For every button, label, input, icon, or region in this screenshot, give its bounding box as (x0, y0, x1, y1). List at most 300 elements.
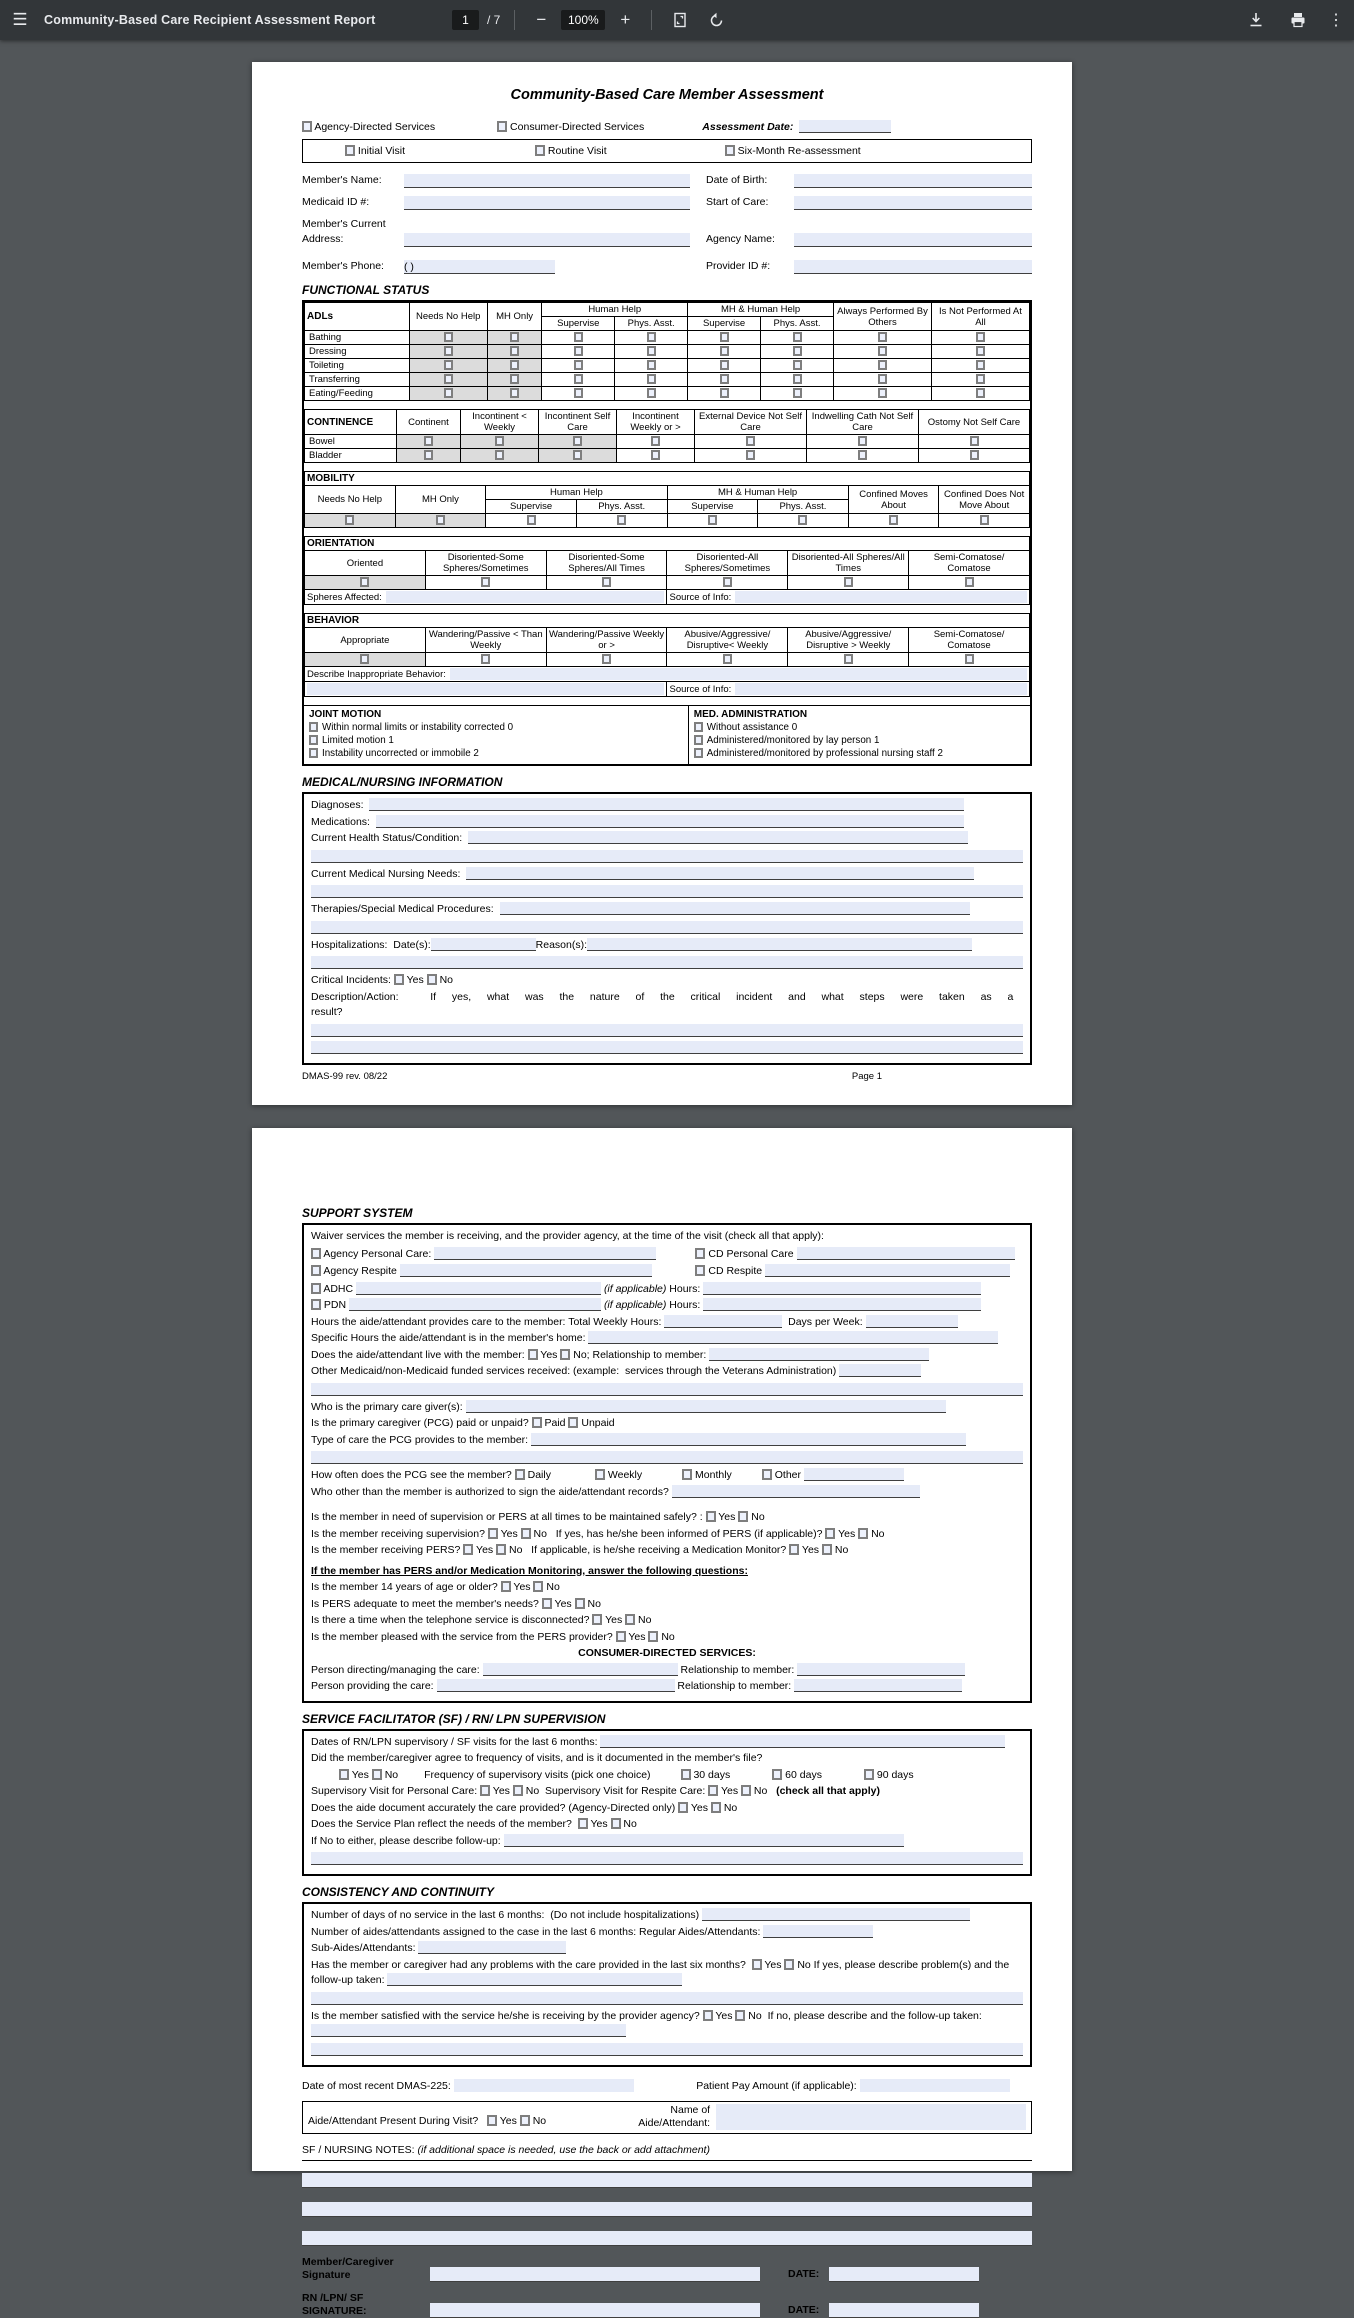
medicaid-input[interactable] (404, 196, 690, 210)
checkbox[interactable] (695, 1248, 705, 1259)
input-field[interactable] (804, 1468, 904, 1481)
checkbox[interactable] (711, 1802, 721, 1813)
provider-id-input[interactable] (794, 260, 1032, 274)
div (304, 463, 1030, 471)
checkbox[interactable] (678, 1802, 688, 1813)
checkbox[interactable] (725, 145, 735, 156)
checkbox[interactable] (694, 748, 703, 758)
start-of-care-label: Start of Care: (706, 196, 769, 208)
checkbox[interactable] (723, 577, 732, 587)
input-field[interactable] (311, 1383, 1023, 1396)
checkbox[interactable] (360, 654, 369, 664)
checkbox[interactable] (573, 436, 582, 446)
checkbox[interactable] (345, 515, 354, 525)
spheres-affected-input[interactable] (386, 591, 665, 603)
checkbox[interactable] (497, 121, 507, 132)
checkbox[interactable] (542, 1598, 552, 1609)
spheres-affected-label: Spheres Affected: (307, 592, 382, 603)
checkbox[interactable] (481, 577, 490, 587)
checkbox[interactable] (444, 374, 453, 384)
checkbox[interactable] (480, 1785, 490, 1796)
notes-input-line[interactable] (302, 2173, 1032, 2188)
checkbox[interactable] (858, 1528, 868, 1539)
label-text: Medications: (311, 815, 376, 828)
checkbox[interactable] (575, 1598, 585, 1609)
checkbox[interactable] (309, 722, 318, 732)
checkbox[interactable] (720, 332, 729, 342)
td (931, 345, 1029, 359)
rn-signature-date-input[interactable] (829, 2303, 979, 2318)
rotate-button[interactable] (702, 6, 730, 34)
address-label-line2: Address: (302, 233, 344, 245)
input-field[interactable] (703, 1298, 981, 1311)
input-field[interactable] (765, 1264, 1010, 1277)
col-ostomy: Ostomy Not Self Care (919, 410, 1030, 435)
checkbox[interactable] (651, 450, 660, 460)
checkbox[interactable] (595, 1469, 605, 1480)
input-field[interactable] (311, 1041, 1023, 1054)
checkbox[interactable] (568, 1417, 578, 1428)
checkbox[interactable] (560, 1349, 570, 1360)
checkbox[interactable] (520, 2115, 530, 2126)
supervision-needed-question (311, 1510, 1023, 1526)
checkbox[interactable] (980, 515, 989, 525)
checkbox[interactable] (496, 1544, 506, 1555)
member-signature-label (302, 2256, 430, 2282)
checkbox[interactable] (495, 436, 504, 446)
input-field[interactable] (600, 1735, 1005, 1748)
checkbox[interactable] (793, 388, 802, 398)
input-field[interactable] (400, 1264, 652, 1277)
checkbox[interactable] (311, 1283, 321, 1294)
checkbox[interactable] (574, 360, 583, 370)
notes-input-line[interactable] (302, 2231, 1032, 2246)
checkbox[interactable] (311, 1299, 321, 1310)
checkbox[interactable] (510, 374, 519, 384)
orientation-table (304, 536, 1030, 605)
source-of-info-input[interactable] (735, 683, 1027, 695)
checkbox[interactable] (720, 360, 729, 370)
fit-to-page-button[interactable] (666, 6, 694, 34)
agency-directed-option (302, 119, 435, 135)
checkbox[interactable] (574, 388, 583, 398)
col-incontinent-self-care: Incontinent Self Care (539, 410, 617, 435)
input-field[interactable] (311, 1992, 1023, 2005)
checkbox[interactable] (858, 450, 867, 460)
checkbox[interactable] (528, 1349, 538, 1360)
address-input[interactable] (404, 233, 690, 247)
checkbox[interactable] (625, 1614, 635, 1625)
checkbox[interactable] (510, 360, 519, 370)
input-field[interactable] (311, 956, 1023, 969)
label-text: Does the Service Plan reflect the needs of the member? (311, 1818, 578, 1830)
input-field[interactable] (794, 1679, 962, 1692)
checkbox[interactable] (720, 374, 729, 384)
checkbox[interactable] (488, 1528, 498, 1539)
checkbox[interactable] (822, 1544, 832, 1555)
page1-footer (302, 1069, 1032, 1084)
checkbox[interactable] (878, 332, 887, 342)
checkbox[interactable] (515, 1469, 525, 1480)
checkbox[interactable] (738, 1511, 748, 1522)
checkbox[interactable] (309, 735, 318, 745)
checkbox[interactable] (976, 388, 985, 398)
col-phys-asst: Phys. Asst. (761, 317, 834, 331)
checkbox[interactable] (617, 515, 626, 525)
label-text: If No to either, please describe follow-up: (311, 1834, 504, 1847)
joint-motion-heading: JOINT MOTION (309, 709, 382, 720)
checkbox[interactable] (878, 388, 887, 398)
checkbox[interactable] (647, 346, 656, 356)
input-field[interactable] (500, 902, 970, 915)
input-field[interactable] (466, 867, 974, 880)
checkbox[interactable] (424, 436, 433, 446)
checkbox[interactable] (798, 515, 807, 525)
checkbox[interactable] (720, 388, 729, 398)
checkbox[interactable] (510, 388, 519, 398)
checkbox[interactable] (436, 515, 445, 525)
personal-care-row (311, 1246, 1023, 1264)
checkbox[interactable] (965, 654, 974, 664)
label-text: How often does the PCG see the member? (311, 1469, 515, 1481)
checkbox[interactable] (574, 332, 583, 342)
col-disoriented-all-sometimes: Disoriented-All Spheres/Sometimes (667, 551, 788, 576)
member-signature-date-input[interactable] (829, 2267, 979, 2282)
checkbox[interactable] (752, 1959, 762, 1970)
download-button[interactable] (1242, 6, 1270, 34)
checkbox[interactable] (574, 374, 583, 384)
more-options-button[interactable] (1326, 10, 1346, 30)
checkbox[interactable] (682, 1469, 692, 1480)
checkbox[interactable] (723, 654, 732, 664)
td (542, 373, 615, 387)
frequency-options-line (311, 1768, 1023, 1784)
checkbox[interactable] (427, 974, 437, 985)
med-admin-option (694, 721, 1025, 734)
label-text: Yes (551, 1597, 575, 1610)
checkbox[interactable] (521, 1528, 531, 1539)
checkbox[interactable] (533, 1581, 543, 1592)
checkbox[interactable] (602, 654, 611, 664)
label-text: Other Medicaid/non-Medicaid funded services received: (example: services through the Veterans Administration) (311, 1365, 840, 1377)
td (761, 345, 834, 359)
input-field[interactable] (311, 921, 1023, 934)
input-field[interactable] (376, 815, 964, 828)
checkbox[interactable] (611, 1818, 621, 1829)
input-field[interactable] (504, 1834, 904, 1847)
label-text: Yes (473, 1544, 497, 1556)
sub-aides-line (311, 1941, 1023, 1957)
checkbox[interactable] (864, 1769, 874, 1780)
checkbox[interactable] (694, 735, 703, 745)
checkbox[interactable] (647, 388, 656, 398)
checkbox[interactable] (793, 360, 802, 370)
label-text: Yes (835, 1527, 859, 1540)
row-label: Toileting (305, 359, 410, 373)
input-field[interactable] (311, 885, 1023, 898)
input-field[interactable] (483, 1663, 678, 1676)
zoom-in-button[interactable] (613, 8, 637, 32)
menu-icon[interactable] (0, 0, 40, 40)
col-mh-human-help: MH & Human Help (667, 486, 848, 500)
label-text: 30 days (690, 1768, 731, 1781)
checkbox[interactable] (970, 436, 979, 446)
notes-input-line[interactable] (302, 2202, 1032, 2217)
med-admin-option (694, 747, 1025, 760)
checkbox[interactable] (647, 360, 656, 370)
input-field[interactable] (311, 850, 1023, 863)
rect (1294, 13, 1302, 17)
service-type-row (302, 119, 1032, 135)
checkbox[interactable] (578, 1818, 588, 1829)
checkbox[interactable] (339, 1769, 349, 1780)
label-text: Does the aide/attendant live with the member: (311, 1348, 528, 1361)
checkbox[interactable] (647, 332, 656, 342)
label-text: Is PERS adequate to meet the member's needs? (311, 1597, 542, 1610)
label-text: Yes (688, 1801, 711, 1814)
col-disoriented-all-alltimes: Disoriented-All Spheres/All Times (788, 551, 909, 576)
col-confined-not-moves: Confined Does Not Move About (939, 486, 1030, 514)
checkbox[interactable] (858, 436, 867, 446)
checkbox[interactable] (510, 346, 519, 356)
input-field[interactable] (531, 1433, 966, 1446)
aide-name-input[interactable] (716, 2104, 1026, 2130)
label-text: Current Medical Nursing Needs: (311, 867, 467, 880)
input-field[interactable] (311, 1451, 1023, 1464)
checkbox[interactable] (444, 332, 453, 342)
checkbox[interactable] (746, 450, 755, 460)
aide-attendant-label: Aide/Attendant: (638, 2116, 711, 2129)
checkbox[interactable] (741, 1785, 751, 1796)
checkbox[interactable] (889, 515, 898, 525)
label-text: Unpaid (578, 1417, 615, 1429)
pdf-toolbar (0, 0, 1354, 40)
checkbox[interactable] (481, 654, 490, 664)
input-field[interactable] (860, 2079, 1010, 2092)
td (761, 331, 834, 345)
input-field[interactable] (311, 2024, 626, 2037)
td (615, 345, 688, 359)
checkbox[interactable] (444, 346, 453, 356)
page-number-input[interactable] (452, 10, 479, 30)
behavior-extra-input[interactable] (307, 683, 664, 695)
td (688, 373, 761, 387)
start-of-care-input[interactable] (794, 196, 1032, 210)
input-field[interactable] (672, 1485, 920, 1498)
label-text: Yes (761, 1958, 785, 1971)
td (305, 576, 426, 590)
checkbox[interactable] (772, 1769, 782, 1780)
checkbox[interactable] (513, 1785, 523, 1796)
col-needs-no-help: Needs No Help (305, 486, 396, 514)
dob-input[interactable] (794, 174, 1032, 188)
name-of-label: Name of (670, 2103, 711, 2116)
input-field[interactable] (434, 1247, 656, 1260)
td (761, 387, 834, 401)
checkbox[interactable] (394, 974, 404, 985)
checkbox[interactable] (647, 374, 656, 384)
input-field[interactable] (763, 1925, 873, 1938)
input-field[interactable] (369, 798, 964, 811)
support-system-box (302, 1223, 1032, 1703)
checkbox[interactable] (444, 388, 453, 398)
joint-med-box (304, 705, 1030, 764)
input-field[interactable] (311, 2043, 1023, 2056)
input-field[interactable] (797, 1663, 965, 1676)
checkbox[interactable] (695, 1265, 705, 1276)
td (939, 514, 1030, 528)
input-field[interactable] (797, 1247, 1015, 1260)
input-field[interactable] (839, 1364, 921, 1377)
input-field[interactable] (866, 1315, 958, 1328)
checkbox[interactable] (976, 332, 985, 342)
zoom-out-button[interactable] (529, 8, 553, 32)
label-text: Relationship to member: (674, 1680, 795, 1692)
checkbox[interactable] (762, 1469, 772, 1480)
agency-name-input[interactable] (794, 233, 1032, 247)
input-field[interactable] (349, 1298, 601, 1311)
checkbox[interactable] (746, 436, 755, 446)
input-field[interactable] (587, 938, 972, 951)
pers-pleased-question (311, 1630, 1023, 1646)
checkbox[interactable] (444, 360, 453, 370)
checkbox[interactable] (309, 748, 318, 758)
label-text: Is the member in need of supervision or PERS at all times to be maintained safely? : (311, 1511, 706, 1523)
checkbox[interactable] (535, 145, 545, 156)
source-of-info-input[interactable] (735, 591, 1027, 603)
input-field[interactable] (454, 2079, 634, 2092)
checkbox[interactable] (345, 145, 355, 156)
input-field[interactable] (799, 120, 891, 133)
print-button[interactable] (1284, 6, 1312, 34)
input-field[interactable] (466, 1400, 946, 1413)
zoom-level[interactable]: 100% (561, 10, 605, 30)
label-text: Frequency of supervisory visits (pick one choice) (424, 1768, 651, 1781)
col-continent: Continent (397, 410, 461, 435)
input-field[interactable] (437, 1679, 675, 1692)
checkbox[interactable] (651, 436, 660, 446)
checkbox[interactable] (532, 1417, 542, 1428)
input-field[interactable] (468, 831, 968, 844)
checkbox[interactable] (793, 332, 802, 342)
checkbox[interactable] (311, 1248, 321, 1259)
label-text: Is the primary caregiver (PCG) paid or unpaid? (311, 1417, 532, 1429)
input-field[interactable] (356, 1282, 601, 1295)
checkbox[interactable] (970, 450, 979, 460)
checkbox[interactable] (735, 2010, 745, 2021)
checkbox[interactable] (825, 1528, 835, 1539)
label-text: Yes (497, 1527, 521, 1540)
checkbox[interactable] (592, 1614, 602, 1625)
checkbox[interactable] (424, 450, 433, 460)
checkbox[interactable] (302, 121, 312, 132)
option-label: Limited motion 1 (322, 735, 394, 746)
toolbar-divider (651, 10, 652, 30)
phone-input[interactable] (404, 260, 555, 274)
diagnoses-line (311, 798, 1023, 814)
checkbox[interactable] (602, 577, 611, 587)
aide-name-label (638, 2104, 710, 2130)
input-field[interactable] (311, 1852, 1023, 1865)
input-field[interactable] (418, 1941, 566, 1954)
checkbox[interactable] (784, 1959, 794, 1970)
checkbox[interactable] (463, 1544, 473, 1555)
checkbox[interactable] (510, 332, 519, 342)
input-field[interactable] (709, 1348, 929, 1361)
checkbox[interactable] (708, 1785, 718, 1796)
input-field[interactable] (664, 1315, 782, 1328)
checkbox[interactable] (844, 654, 853, 664)
checkbox[interactable] (495, 450, 504, 460)
input-field[interactable] (703, 1282, 981, 1295)
checkbox[interactable] (793, 374, 802, 384)
label-text: No (529, 2114, 547, 2127)
checkbox[interactable] (372, 1769, 382, 1780)
checkbox[interactable] (976, 346, 985, 356)
form-revision: DMAS-99 rev. 08/22 (302, 1070, 388, 1082)
input-field[interactable] (588, 1331, 998, 1344)
label-text: No (658, 1630, 675, 1643)
label-text: No (620, 1818, 637, 1830)
div (304, 697, 1030, 705)
checkbox[interactable] (708, 515, 717, 525)
checkbox[interactable] (703, 2010, 713, 2021)
member-signature-input[interactable] (430, 2267, 760, 2282)
routine-visit-option (405, 143, 607, 159)
input-field[interactable] (311, 1024, 1023, 1037)
continence-header: CONTINENCE (305, 410, 397, 435)
checkbox[interactable] (878, 346, 887, 356)
checkbox[interactable] (648, 1631, 658, 1642)
adhc-line (311, 1282, 1023, 1298)
input-field[interactable] (387, 1973, 682, 1986)
td (409, 345, 487, 359)
checkbox[interactable] (573, 450, 582, 460)
member-name-input[interactable] (404, 174, 690, 188)
checkbox[interactable] (976, 374, 985, 384)
checkbox[interactable] (360, 577, 369, 587)
checkbox[interactable] (574, 346, 583, 356)
checkbox[interactable] (311, 1265, 321, 1276)
checkbox[interactable] (878, 360, 887, 370)
rn-signature-input[interactable] (430, 2303, 760, 2318)
checkbox[interactable] (487, 2115, 497, 2126)
behavior-row (305, 653, 1030, 667)
td (539, 449, 617, 463)
checkbox[interactable] (965, 577, 974, 587)
adl-row-toileting (305, 359, 1030, 373)
checkbox[interactable] (527, 515, 536, 525)
checkbox[interactable] (681, 1769, 691, 1780)
div (669, 591, 1027, 603)
checkbox[interactable] (844, 577, 853, 587)
checkbox[interactable] (878, 374, 887, 384)
checkbox[interactable] (720, 346, 729, 356)
input-field[interactable] (431, 938, 536, 951)
checkbox[interactable] (706, 1511, 716, 1522)
td (761, 373, 834, 387)
checkbox[interactable] (793, 346, 802, 356)
describe-behavior-input[interactable] (450, 668, 1027, 680)
checkbox[interactable] (694, 722, 703, 732)
checkbox[interactable] (501, 1581, 511, 1592)
row-label: Eating/Feeding (305, 387, 410, 401)
checkbox[interactable] (616, 1631, 626, 1642)
input-field[interactable] (702, 1908, 970, 1921)
checkbox[interactable] (976, 360, 985, 370)
checkbox[interactable] (789, 1544, 799, 1555)
label-text: (if additional space is needed, use the back or add attachment) (417, 2143, 710, 2156)
